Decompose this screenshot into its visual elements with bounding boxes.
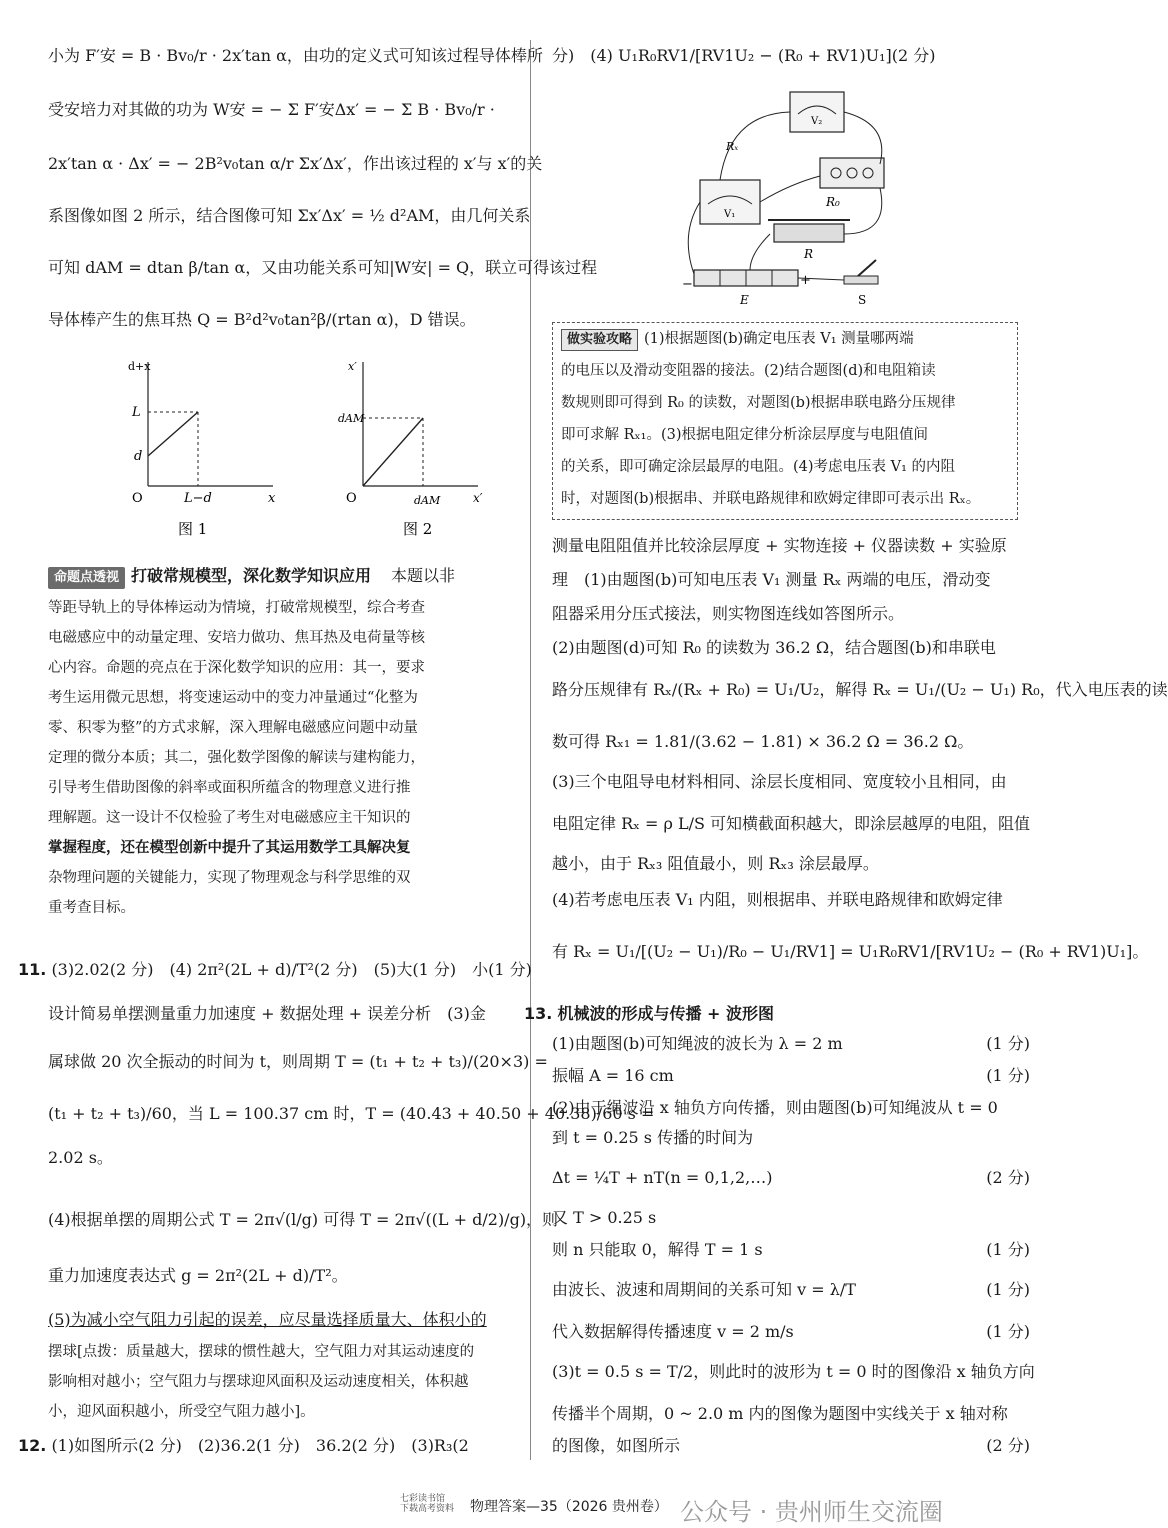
q13-line — [552, 1066, 1030, 1086]
text-line: 有 Rₓ = U₁/[(U₂ − U₁)/R₀ − U₁/RV1] = U₁R₀RV1/[RV1U₂ − (R₀ + RV1)U₁]。 — [552, 942, 1149, 961]
text-line: (4)根据单摆的周期公式 T = 2π√(l/g) 可得 T = 2π√((L + d/2)/g)，则 — [48, 1210, 559, 1229]
q13-text: (3)t = 0.5 s = T/2，则此时的波形为 t = 0 时的图像沿 x 轴负方向 — [552, 1362, 1035, 1381]
text-line: 掌握程度，还在模型创新中提升了其运用数学工具解决复 — [48, 839, 411, 856]
q13-line — [552, 1098, 1030, 1118]
q13-topic: 机械波的形成与传播 + 波形图 — [557, 1004, 774, 1023]
q13-text: 由波长、波速和周期间的关系可知 v = λ/T — [552, 1280, 856, 1299]
q13-text: (1)由题图(b)可知绳波的波长为 λ = 2 m — [552, 1034, 843, 1053]
voltmeter-v2-label: V₂ — [811, 116, 823, 127]
q13-text: 振幅 A = 16 cm — [552, 1066, 674, 1085]
comment-heading-line — [48, 566, 455, 589]
text-line: 本题以非 — [391, 566, 456, 585]
text-line: 小为 F′安 = B · Bv₀/r · 2x′tan α，由功的定义式可知该过程导体棒所 — [48, 46, 543, 65]
text-line: (1)根据题图(b)确定电压表 V₁ 测量哪两端 — [644, 331, 914, 347]
publisher-logo — [400, 1494, 454, 1514]
q12-number: 12. — [18, 1436, 47, 1455]
battery-minus: − — [682, 277, 693, 292]
watermark: 公众号 · 贵州师生交流圈 — [680, 1498, 943, 1526]
q11-number: 11. — [18, 960, 47, 979]
text-line: (t₁ + t₂ + t₃)/60，当 L = 100.37 cm 时，T = (40.43 + 40.50 + 40.38)/60 s = — [48, 1104, 655, 1123]
circuit-diagram — [680, 84, 900, 308]
fig1-xlabel: x — [268, 491, 276, 506]
fig1-origin: O — [132, 491, 143, 506]
fig1-tick-d: d — [134, 449, 143, 464]
fig1-tick-L: L — [132, 405, 141, 420]
q11-answers: (3)2.02(2 分) (4) 2π²(2L + d)/T²(2 分) (5)大(1 分) 小(1 分) — [51, 960, 532, 979]
q13-score: (1 分) — [986, 1240, 1030, 1259]
q13-score: (1 分) — [986, 1066, 1030, 1085]
q13-line — [552, 1436, 1030, 1456]
text-line: 可知 dAM = dtan β/tan α，又由功能关系可知|W安| = Q，联立可得该过程 — [48, 258, 598, 277]
q12-heading — [18, 1436, 469, 1456]
q13-score: (1 分) — [986, 1280, 1030, 1299]
page-footer — [0, 1488, 1080, 1528]
fig2-caption: 图 2 — [403, 520, 433, 538]
text-line: 定理的微分本质；其二，强化数学图像的解读与建构能力， — [48, 750, 425, 766]
text-line: 影响相对越小；空气阻力与摆球迎风面积及运动速度相关，体积越 — [48, 1374, 469, 1390]
q13-line — [552, 1240, 1030, 1260]
text-line: 测量电阻阻值并比较涂层厚度 + 实物连接 + 仪器读数 + 实验原 — [552, 536, 1007, 555]
q13-line — [552, 1404, 1030, 1424]
switch-s — [858, 260, 876, 276]
q13-score: (2 分) — [986, 1168, 1030, 1187]
q13-line — [552, 1362, 1035, 1382]
fig1-tick-x: L−d — [184, 491, 212, 506]
text-line: 的电压以及滑动变阻器的接法。(2)结合题图(d)和电阻箱读 — [561, 363, 936, 379]
text-line: 系图像如图 2 所示，结合图像可知 Σx′Δx′ = ½ d²AM，由几何关系 — [48, 206, 531, 225]
rx-label: Rₓ — [726, 140, 739, 153]
fig2-ylabel: x′ — [348, 360, 357, 373]
q13-heading — [524, 1004, 774, 1024]
text-line: 电磁感应中的动量定理、安培力做功、焦耳热及电荷量等核 — [48, 630, 425, 646]
logo-line: 下载高考资料 — [400, 1504, 455, 1514]
q13-number: 13. — [524, 1004, 553, 1023]
text-line: 2.02 s。 — [48, 1148, 113, 1167]
text-line: 导体棒产生的焦耳热 Q = B²d²v₀tan²β/(rtan α)，D 错误。 — [48, 310, 476, 329]
q13-text: 传播半个周期，0 ~ 2.0 m 内的图像为题图中实线关于 x 轴对称 — [552, 1404, 1008, 1423]
text-line: (5)为减小空气阻力引起的误差，应尽量选择质量大、体积小的 — [48, 1310, 487, 1329]
fig2-tick-y: dAM — [338, 412, 365, 425]
text-line: 分) (4) U₁R₀RV1/[RV1U₂ − (R₀ + RV1)U₁](2 分) — [552, 46, 936, 65]
column-divider — [530, 40, 531, 1460]
text-line: 路分压规律有 Rₓ/(Rₓ + R₀) = U₁/U₂，解得 Rₓ = U₁/(U₂ − U₁) R₀，代入电压表的读 — [552, 680, 1168, 699]
fig1-line — [148, 412, 198, 456]
resistance-box-r0 — [820, 158, 884, 188]
text-line: 考生运用微元思想，将变速运动中的变力冲量通过“化整为 — [48, 690, 418, 706]
rheostat-r — [774, 224, 844, 242]
q13-line — [552, 1280, 1030, 1300]
fig2-xlabel: x′ — [473, 491, 483, 505]
q12-answers: (1)如图所示(2 分) (2)36.2(1 分) 36.2(2 分) (3)R₃(2 — [51, 1436, 469, 1455]
q13-score: (1 分) — [986, 1322, 1030, 1341]
comment-tag: 命题点透视 — [48, 567, 125, 589]
battery-plus: + — [800, 273, 811, 288]
fig1-caption: 图 1 — [178, 520, 208, 538]
text-line: 引导考生借助图像的斜率或面积所蕴含的物理意义进行推 — [48, 780, 411, 796]
text-line: 时，对题图(b)根据串、并联电路规律和欧姆定律即可表示出 Rₓ。 — [561, 491, 981, 507]
text-line: 的关系，即可确定涂层最厚的电阻。(4)考虑电压表 V₁ 的内阻 — [561, 459, 956, 475]
text-line: 电阻定律 Rₓ = ρ L/S 可知横截面积越大，即涂层越厚的电阻，阻值 — [552, 814, 1031, 833]
q13-text: 的图像，如图所示 — [552, 1436, 681, 1455]
s-label: S — [858, 293, 867, 307]
text-line: 数规则即可得到 R₀ 的读数，对题图(b)根据串联电路分压规律 — [561, 395, 956, 411]
text-line: 摆球[点拨：质量越大，摆球的惯性越大，空气阻力对其运动速度的 — [48, 1344, 475, 1360]
q13-score: (1 分) — [986, 1034, 1030, 1053]
text-line: 即可求解 Rₓ₁。(3)根据电阻定律分析涂层厚度与电阻值间 — [561, 427, 929, 443]
text-line: (2)由题图(d)可知 R₀ 的读数为 36.2 Ω，结合题图(b)和串联电 — [552, 638, 996, 657]
text-line: 重考查目标。 — [48, 900, 135, 916]
q13-text: 代入数据解得传播速度 v = 2 m/s — [552, 1322, 794, 1341]
text-line: 理 (1)由题图(b)可知电压表 V₁ 测量 Rₓ 两端的电压，滑动变 — [552, 570, 991, 589]
q13-line — [552, 1322, 1030, 1342]
q13-line — [552, 1034, 1030, 1054]
voltmeter-v1-label: V₁ — [724, 209, 736, 220]
q11-heading — [18, 960, 532, 980]
q13-text: 到 t = 0.25 s 传播的时间为 — [552, 1128, 754, 1147]
q13-line — [552, 1168, 1030, 1188]
fig2-line — [363, 418, 423, 486]
logo-line: 七彩读书馆 — [400, 1494, 446, 1504]
text-line: 阻器采用分压式接法，则实物图连线如答图所示。 — [552, 604, 905, 623]
figures-1-2 — [118, 356, 498, 546]
text-line: 心内容。命题的亮点在于深化数学知识的应用：其一，要求 — [48, 660, 425, 676]
text-line: 重力加速度表达式 g = 2π²(2L + d)/T²。 — [48, 1266, 348, 1285]
experiment-tip-box — [552, 322, 1018, 520]
text-line: 理解题。这一设计不仅检验了考生对电磁感应主干知识的 — [48, 810, 411, 826]
fig2-origin: O — [346, 491, 357, 506]
fig2-tick-x: dAM — [414, 494, 441, 507]
text-line: 越小，由于 Rₓ₃ 阻值最小，则 Rₓ₃ 涂层最厚。 — [552, 854, 879, 873]
page-label: 物理答案—35（2026 贵州卷） — [470, 1499, 668, 1515]
q13-text: (2)由于绳波沿 x 轴负方向传播，则由题图(b)可知绳波从 t = 0 — [552, 1098, 998, 1117]
text-line: (3)三个电阻导电材料相同、涂层长度相同、宽度较小且相同，由 — [552, 772, 1007, 791]
text-line: 2x′tan α · Δx′ = − 2B²v₀tan α/r Σx′Δx′，作出该过程的 x′与 x′的关 — [48, 154, 543, 173]
text-line: 零、积零为整”的方式求解，深入理解电磁感应问题中动量 — [48, 720, 418, 736]
q13-line — [552, 1128, 1030, 1148]
q13-line — [552, 1208, 1030, 1228]
text-line: 属球做 20 次全振动的时间为 t，则周期 T = (t₁ + t₂ + t₃)/(20×3) = — [48, 1052, 548, 1071]
text-line: 等距导轨上的导体棒运动为情境，打破常规模型，综合考查 — [48, 600, 425, 616]
text-line: 设计简易单摆测量重力加速度 + 数据处理 + 误差分析 (3)金 — [48, 1004, 486, 1023]
text-line: (4)若考虑电压表 V₁ 内阻，则根据串、并联电路规律和欧姆定律 — [552, 890, 1003, 909]
text-line: 小，迎风面积越小，所受空气阻力越小]。 — [48, 1404, 315, 1420]
text-line: 杂物理问题的关键能力，实现了物理观念与科学思维的双 — [48, 870, 411, 886]
text-line: 数可得 Rₓ₁ = 1.81/(3.62 − 1.81) × 36.2 Ω = 36.2 Ω。 — [552, 732, 974, 751]
text-line: 受安培力对其做的功为 W安 = − Σ F′安Δx′ = − Σ B · Bv₀/r · — [48, 100, 495, 119]
r-label: R — [804, 247, 814, 261]
q13-text: 则 n 只能取 0，解得 T = 1 s — [552, 1240, 763, 1259]
q13-score: (2 分) — [986, 1436, 1030, 1455]
e-label: E — [740, 293, 749, 307]
comment-title: 打破常规模型，深化数学知识应用 — [131, 566, 372, 585]
tip-tag: 做实验攻略 — [561, 329, 638, 351]
q13-text: 又 T > 0.25 s — [552, 1208, 657, 1227]
fig1-ylabel: d+x — [128, 360, 151, 373]
q13-text: Δt = ¼T + nT(n = 0,1,2,…) — [552, 1168, 773, 1187]
r0-label: R₀ — [826, 195, 840, 209]
tip-heading-line — [561, 329, 914, 351]
